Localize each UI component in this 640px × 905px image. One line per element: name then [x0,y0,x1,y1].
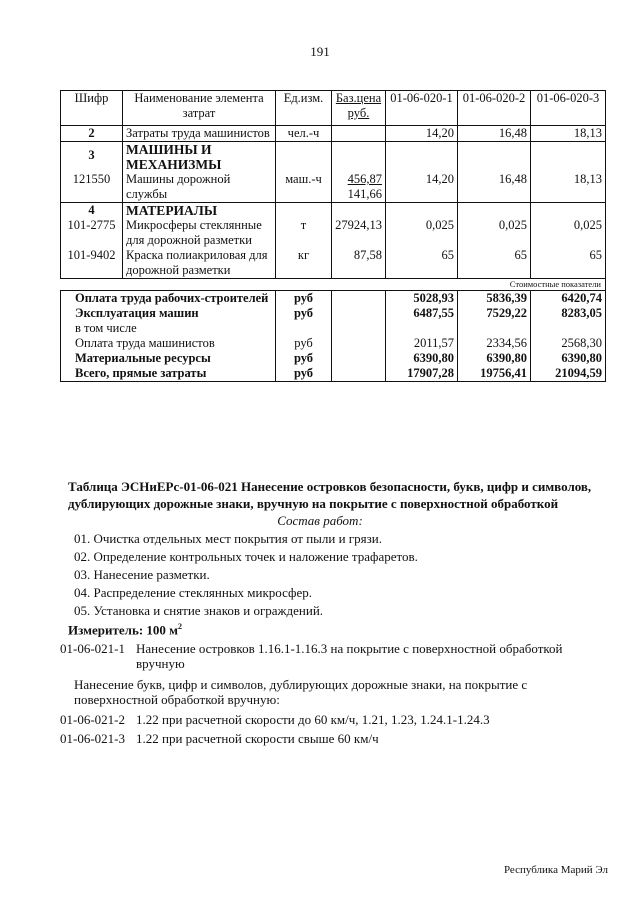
item-text: вручную [136,656,185,671]
group-text: поверхностной обработкой вручную: [74,692,280,707]
work-item: 01. Очистка отдельных мест покрытия от пыли и грязи. [74,531,382,546]
summary-row: Эксплуатация машин руб 6487,55 7529,22 8283,05 [61,306,606,321]
table-row: 121550 Машины дорожной службы маш.-ч 456,87 141,66 14,20 16,48 18,13 [61,172,606,203]
table-title: Таблица ЭСНиЕРс-01-06-021 Нанесение островков безопасности, букв, цифр и символов, дублирующих дорожные знаки, вручную на покрытие с поверхностной обработкой [68,479,592,511]
header-unit: Ед.изм. [276,91,332,126]
item-code: 01-06-021-2 [60,712,125,727]
cost-label-row: Стоимостные показатели [61,279,606,291]
header-col2: 01-06-020-2 [458,91,531,126]
summary-row: Материальные ресурсы руб 6390,80 6390,80 6390,80 [61,351,606,366]
summary-row: Оплата труда машинистов руб 2011,57 2334,56 2568,30 [61,336,606,351]
summary-row: в том числе [61,321,606,336]
table-header-row [61,91,606,126]
table-row: 4 МАТЕРИАЛЫ [61,203,606,219]
table-row: 101-2775 Микросферы стеклянные для дорожной разметки т 27924,13 0,025 0,025 0,025 [61,218,606,248]
table-row: 101-9402 Краска полиакриловая для дорожной разметки кг 87,58 65 65 65 [61,248,606,279]
base-price-wage: 141,66 [347,187,382,201]
item-text: Нанесение островков 1.16.1-1.16.3 на покрытие с поверхностной обработкой [136,641,563,656]
work-item: 04. Распределение стеклянных микросфер. [74,585,312,600]
item-text: 1.22 при расчетной скорости до 60 км/ч, 1.21, 1.23, 1.24.1-1.24.3 [136,712,490,727]
item-code: 01-06-021-3 [60,731,125,746]
header-col1: 01-06-020-1 [386,91,458,126]
header-code: Шифр [61,91,123,126]
work-item: 05. Установка и снятие знаков и ограждений. [74,603,324,618]
page-number: 191 [310,44,330,59]
table-row: 2 Затраты труда машинистов чел.-ч 14,20 16,48 18,13 [61,126,606,142]
summary-row: Оплата труда рабочих-строителей руб 5028,93 5836,39 6420,74 [61,291,606,307]
work-item: 02. Определение контрольных точек и наложение трафаретов. [74,549,418,564]
item-code: 01-06-021-1 [60,641,125,656]
header-price: Баз.цена руб. [332,91,386,126]
work-item: 03. Нанесение разметки. [74,567,210,582]
group-text: Нанесение букв, цифр и символов, дублирующих дорожные знаки, на покрытие с [74,677,528,692]
table-row: 3 МАШИНЫ И МЕХАНИЗМЫ [61,142,606,173]
measure-unit: Измеритель: 100 $м^2$ [68,622,183,638]
base-price: 456,87 [347,172,382,186]
item-text: 1.22 при расчетной скорости свыше 60 км/ч [136,731,379,746]
composition-heading: Состав работ: [277,513,363,528]
header-name: Наименование элемента затрат [123,91,276,126]
footer-region: Республика Марий Эл [503,864,608,876]
summary-row: Всего, прямые затраты руб 17907,28 19756,41 21094,59 [61,366,606,382]
header-col3: 01-06-020-3 [531,91,606,126]
resource-table [60,90,606,382]
